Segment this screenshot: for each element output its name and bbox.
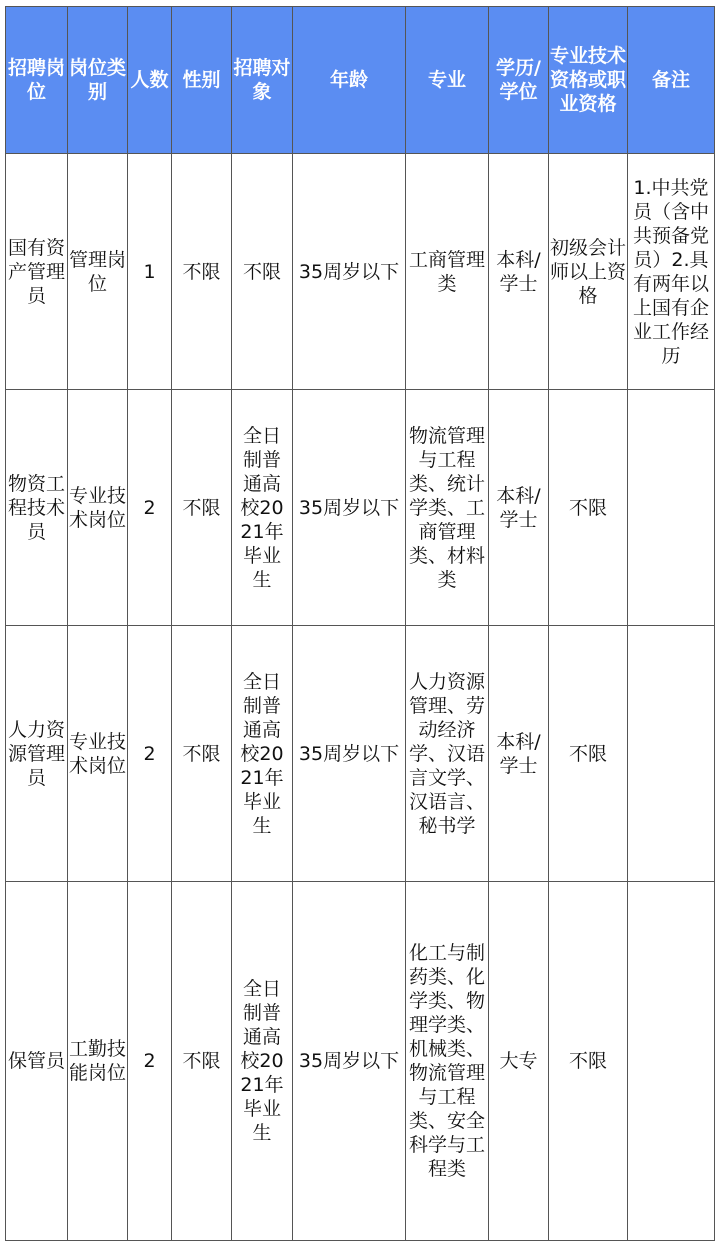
table-body [6,154,715,1241]
header-label: 专业 [427,69,466,91]
cell-position [6,882,68,1241]
cell-text: 不限 [182,496,221,519]
cell-text: 不限 [182,260,221,283]
table-row [6,154,715,390]
cell-major [406,626,489,882]
cell-gender [172,882,232,1241]
cell-major [406,154,489,390]
cell-target [232,154,293,390]
cell-education [489,154,549,390]
cell-text: 初级会计师以上资格 [549,236,626,307]
header-cell [6,7,68,154]
cell-education [489,882,549,1241]
cell-count [128,154,172,390]
cell-text: 35周岁以下 [298,1050,400,1072]
cell-education [489,390,549,626]
cell-text: 物资工程技术员 [7,472,65,543]
cell-note [628,626,715,882]
recruitment-table [5,6,715,1241]
cell-text: 化工与制药类、化学类、物理学类、机械类、物流管理与工程类、安全科学与工程类 [408,942,485,1180]
cell-text: 工勤技能岗位 [68,1038,126,1084]
header-cell [489,7,549,154]
cell-age [293,882,406,1241]
header-cell [628,7,715,154]
cell-qualification [549,626,628,882]
cell-text: 全日制普通高校2021年毕业生 [240,670,284,837]
cell-major [406,390,489,626]
header-cell [232,7,293,154]
cell-text: 物流管理与工程类、统计学类、工商管理类、材料类 [408,424,485,591]
cell-position [6,390,68,626]
cell-text: 不限 [568,496,607,519]
header-cell [172,7,232,154]
cell-gender [172,626,232,882]
cell-text: 35周岁以下 [298,260,400,283]
cell-text: 不限 [242,260,281,283]
cell-age [293,626,406,882]
cell-text: 不限 [182,742,221,765]
cell-text: 1 [143,260,156,283]
cell-text: 专业技术岗位 [68,730,126,777]
cell-text: 不限 [182,1050,221,1072]
header-cell [406,7,489,154]
cell-target [232,882,293,1241]
cell-category [68,390,128,626]
cell-gender [172,390,232,626]
cell-count [128,390,172,626]
cell-major [406,882,489,1241]
cell-note [628,390,715,626]
cell-gender [172,154,232,390]
header-label: 专业技术资格或职业资格 [549,45,626,115]
cell-text: 35周岁以下 [298,742,400,765]
cell-text: 全日制普通高校2021年毕业生 [240,978,284,1144]
cell-count [128,626,172,882]
table-row [6,390,715,626]
cell-category [68,882,128,1241]
cell-note [628,882,715,1241]
cell-text: 2 [143,496,156,519]
cell-count [128,882,172,1241]
header-label: 学历/学位 [496,57,541,103]
cell-text: 本科/学士 [496,484,541,531]
header-label: 招聘岗位 [7,57,65,103]
cell-age [293,390,406,626]
cell-text: 国有资产管理员 [7,236,65,307]
header-label: 年龄 [329,69,368,91]
cell-text: 不限 [568,1050,607,1072]
header-label: 岗位类别 [68,57,126,103]
header-label: 人数 [130,69,169,91]
table-row [6,626,715,882]
cell-text: 保管员 [7,1050,65,1072]
header-cell [128,7,172,154]
cell-text: 工商管理类 [408,248,485,295]
recruitment-table-container [5,6,715,1241]
cell-education [489,626,549,882]
header-label: 招聘对象 [233,57,291,103]
cell-qualification [549,882,628,1241]
cell-text: 1.中共党员（含中共预备党员）2.具有两年以上国有企业工作经历 [632,176,709,367]
cell-text: 大专 [499,1050,538,1072]
header-cell [293,7,406,154]
header-label: 性别 [182,69,221,91]
cell-text: 专业技术岗位 [68,484,126,531]
cell-text: 全日制普通高校2021年毕业生 [240,424,284,591]
cell-qualification [549,154,628,390]
cell-position [6,154,68,390]
cell-target [232,626,293,882]
cell-text: 2 [143,1050,156,1072]
header-label: 备注 [651,69,690,91]
cell-target [232,390,293,626]
cell-category [68,154,128,390]
header-cell [68,7,128,154]
cell-text: 本科/学士 [496,248,541,295]
cell-qualification [549,390,628,626]
cell-text: 管理岗位 [68,248,126,295]
cell-age [293,154,406,390]
cell-text: 2 [143,742,156,765]
table-row [6,882,715,1241]
cell-note [628,154,715,390]
cell-text: 本科/学士 [496,730,541,777]
cell-position [6,626,68,882]
header-cell [549,7,628,154]
cell-text: 人力资源管理、劳动经济学、汉语言文学、汉语言、秘书学 [408,670,485,837]
cell-text: 不限 [568,742,607,765]
table-header [6,7,715,154]
cell-text: 35周岁以下 [298,496,400,519]
cell-text: 人力资源管理员 [7,718,65,789]
cell-category [68,626,128,882]
